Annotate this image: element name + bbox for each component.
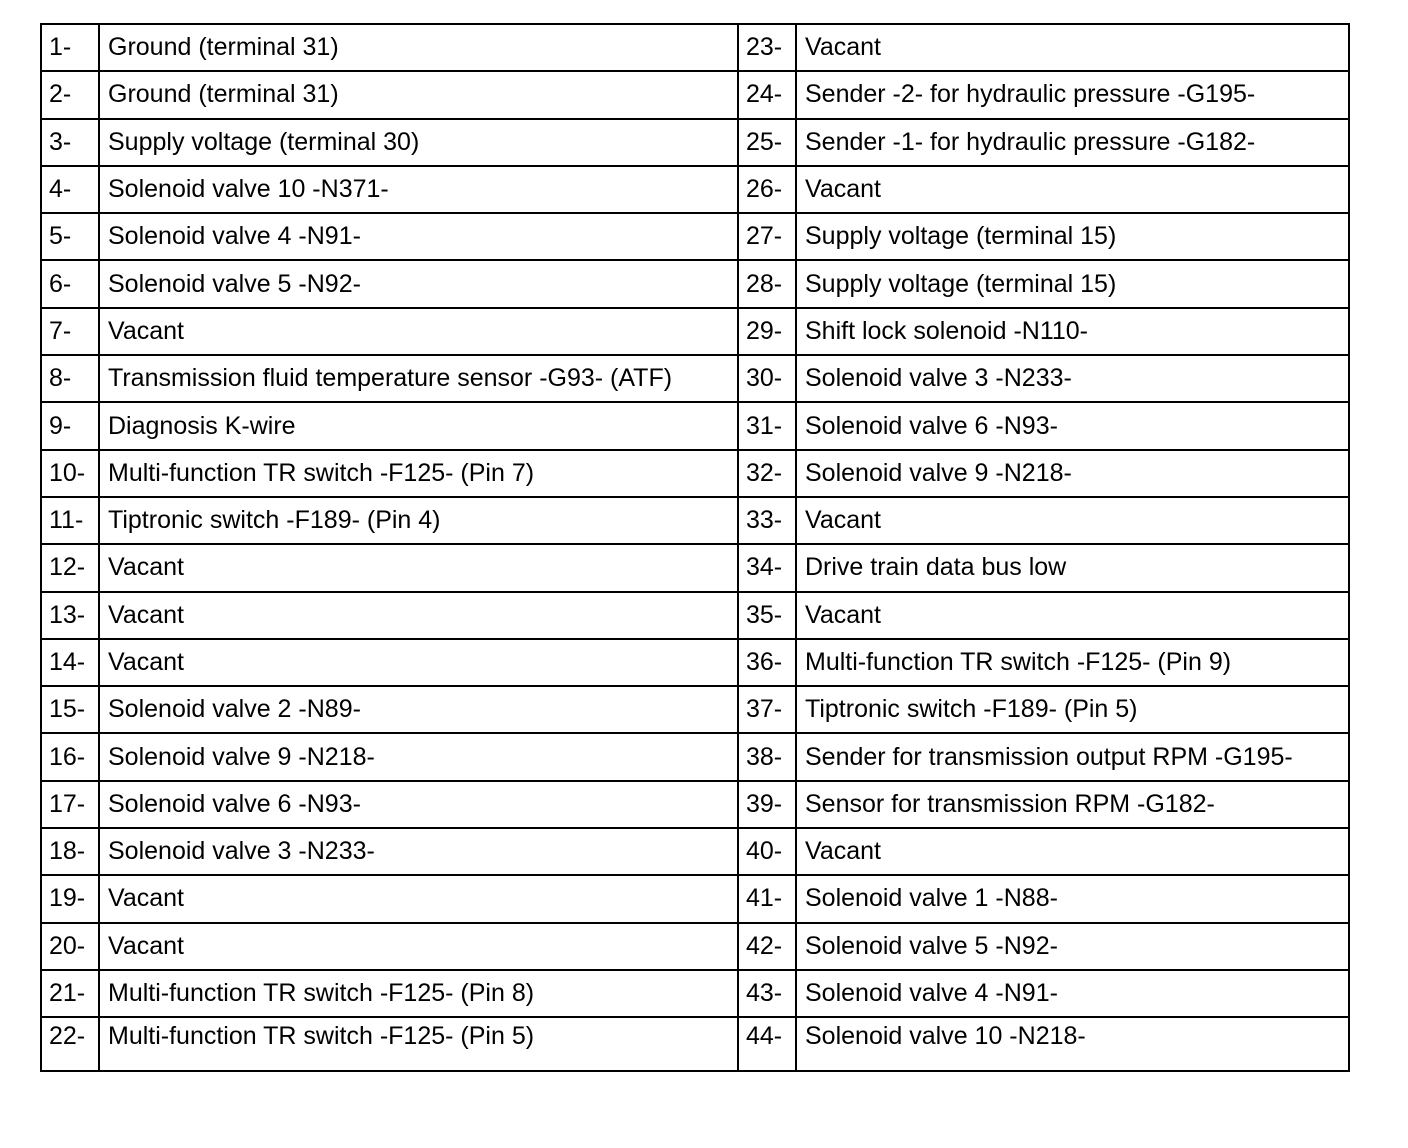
- pin-number-right: 41-: [738, 875, 796, 922]
- pin-description-left: Ground (terminal 31): [99, 24, 738, 71]
- pin-description-left: Tiptronic switch -F189- (Pin 4): [99, 497, 738, 544]
- pin-number-right: 32-: [738, 450, 796, 497]
- pin-number-left: 5-: [41, 213, 99, 260]
- pin-number-right: 31-: [738, 402, 796, 449]
- table-row: [41, 544, 1349, 591]
- pin-number-right: 43-: [738, 970, 796, 1017]
- pin-description-right: Solenoid valve 10 -N218-: [796, 1017, 1349, 1070]
- pin-description-right: Drive train data bus low: [796, 544, 1349, 591]
- table-row: [41, 119, 1349, 166]
- pin-description-left: Multi-function TR switch -F125- (Pin 8): [99, 970, 738, 1017]
- pin-number-right: 37-: [738, 686, 796, 733]
- pin-number-right: 42-: [738, 923, 796, 970]
- pin-description-right: Vacant: [796, 497, 1349, 544]
- table-row: [41, 450, 1349, 497]
- table-row: [41, 260, 1349, 307]
- pin-description-left: Solenoid valve 10 -N371-: [99, 166, 738, 213]
- pin-number-left: 20-: [41, 923, 99, 970]
- pin-description-right: Shift lock solenoid -N110-: [796, 308, 1349, 355]
- pin-description-left: Vacant: [99, 544, 738, 591]
- pin-number-left: 22-: [41, 1017, 99, 1070]
- pin-rows: [41, 24, 1349, 1071]
- pin-description-left: Ground (terminal 31): [99, 71, 738, 118]
- table-row: [41, 355, 1349, 402]
- pin-number-right: 23-: [738, 24, 796, 71]
- pin-number-left: 14-: [41, 639, 99, 686]
- pin-description-right: Vacant: [796, 828, 1349, 875]
- pin-description-left: Vacant: [99, 592, 738, 639]
- pin-description-right: Vacant: [796, 166, 1349, 213]
- pin-number-left: 10-: [41, 450, 99, 497]
- table-row: [41, 497, 1349, 544]
- table-row: [41, 686, 1349, 733]
- table-row: [41, 592, 1349, 639]
- pin-number-right: 39-: [738, 781, 796, 828]
- pin-description-right: Solenoid valve 4 -N91-: [796, 970, 1349, 1017]
- pin-description-right: Vacant: [796, 592, 1349, 639]
- table-row: [41, 24, 1349, 71]
- pin-description-right: Supply voltage (terminal 15): [796, 213, 1349, 260]
- pin-number-right: 27-: [738, 213, 796, 260]
- pin-description-left: Solenoid valve 6 -N93-: [99, 781, 738, 828]
- pin-description-left: Multi-function TR switch -F125- (Pin 7): [99, 450, 738, 497]
- pin-number-right: 34-: [738, 544, 796, 591]
- pin-number-left: 9-: [41, 402, 99, 449]
- pin-description-left: Solenoid valve 4 -N91-: [99, 213, 738, 260]
- pin-number-left: 15-: [41, 686, 99, 733]
- table-row: [41, 71, 1349, 118]
- pin-number-right: 38-: [738, 733, 796, 780]
- table-row: [41, 1017, 1349, 1070]
- pin-number-left: 1-: [41, 24, 99, 71]
- pin-number-left: 17-: [41, 781, 99, 828]
- pin-description-right: Sensor for transmission RPM -G182-: [796, 781, 1349, 828]
- pin-description-right: Solenoid valve 3 -N233-: [796, 355, 1349, 402]
- pin-number-right: 30-: [738, 355, 796, 402]
- pin-number-left: 19-: [41, 875, 99, 922]
- pin-number-left: 16-: [41, 733, 99, 780]
- pin-description-left: Multi-function TR switch -F125- (Pin 5): [99, 1017, 738, 1070]
- pin-number-left: 2-: [41, 71, 99, 118]
- pin-description-left: Solenoid valve 2 -N89-: [99, 686, 738, 733]
- pin-description-right: Sender -1- for hydraulic pressure -G182-: [796, 119, 1349, 166]
- table-row: [41, 639, 1349, 686]
- table-row: [41, 213, 1349, 260]
- pin-number-left: 8-: [41, 355, 99, 402]
- pin-number-left: 6-: [41, 260, 99, 307]
- pin-number-left: 21-: [41, 970, 99, 1017]
- pin-number-right: 36-: [738, 639, 796, 686]
- pin-description-left: Diagnosis K-wire: [99, 402, 738, 449]
- pin-description-left: Solenoid valve 3 -N233-: [99, 828, 738, 875]
- pin-description-right: Multi-function TR switch -F125- (Pin 9): [796, 639, 1349, 686]
- pin-number-right: 35-: [738, 592, 796, 639]
- pin-description-right: Vacant: [796, 24, 1349, 71]
- pin-description-left: Vacant: [99, 875, 738, 922]
- pin-assignment-table: [40, 23, 1350, 1072]
- pin-description-left: Vacant: [99, 639, 738, 686]
- table-row: [41, 970, 1349, 1017]
- pin-description-right: Sender -2- for hydraulic pressure -G195-: [796, 71, 1349, 118]
- pin-number-left: 18-: [41, 828, 99, 875]
- table-row: [41, 402, 1349, 449]
- pin-number-left: 11-: [41, 497, 99, 544]
- pin-description-right: Sender for transmission output RPM -G195-: [796, 733, 1349, 780]
- pin-description-left: Solenoid valve 5 -N92-: [99, 260, 738, 307]
- pin-number-left: 7-: [41, 308, 99, 355]
- table-row: [41, 828, 1349, 875]
- pin-description-left: Transmission fluid temperature sensor -G93- (ATF): [99, 355, 738, 402]
- pin-number-right: 33-: [738, 497, 796, 544]
- pin-number-right: 25-: [738, 119, 796, 166]
- pin-description-left: Vacant: [99, 923, 738, 970]
- pin-number-left: 13-: [41, 592, 99, 639]
- pin-description-right: Supply voltage (terminal 15): [796, 260, 1349, 307]
- pin-description-right: Tiptronic switch -F189- (Pin 5): [796, 686, 1349, 733]
- pin-number-right: 44-: [738, 1017, 796, 1070]
- pin-description-left: Solenoid valve 9 -N218-: [99, 733, 738, 780]
- pin-description-left: Vacant: [99, 308, 738, 355]
- pin-description-left: Supply voltage (terminal 30): [99, 119, 738, 166]
- table-row: [41, 166, 1349, 213]
- pin-number-right: 28-: [738, 260, 796, 307]
- table-row: [41, 875, 1349, 922]
- pin-number-right: 29-: [738, 308, 796, 355]
- pin-description-right: Solenoid valve 6 -N93-: [796, 402, 1349, 449]
- pin-description-right: Solenoid valve 9 -N218-: [796, 450, 1349, 497]
- table-row: [41, 781, 1349, 828]
- pin-number-right: 40-: [738, 828, 796, 875]
- pin-number-left: 12-: [41, 544, 99, 591]
- table-row: [41, 308, 1349, 355]
- pin-number-right: 24-: [738, 71, 796, 118]
- pin-description-right: Solenoid valve 5 -N92-: [796, 923, 1349, 970]
- pin-description-right: Solenoid valve 1 -N88-: [796, 875, 1349, 922]
- table-row: [41, 923, 1349, 970]
- pin-number-left: 4-: [41, 166, 99, 213]
- table-row: [41, 733, 1349, 780]
- pin-number-left: 3-: [41, 119, 99, 166]
- pin-number-right: 26-: [738, 166, 796, 213]
